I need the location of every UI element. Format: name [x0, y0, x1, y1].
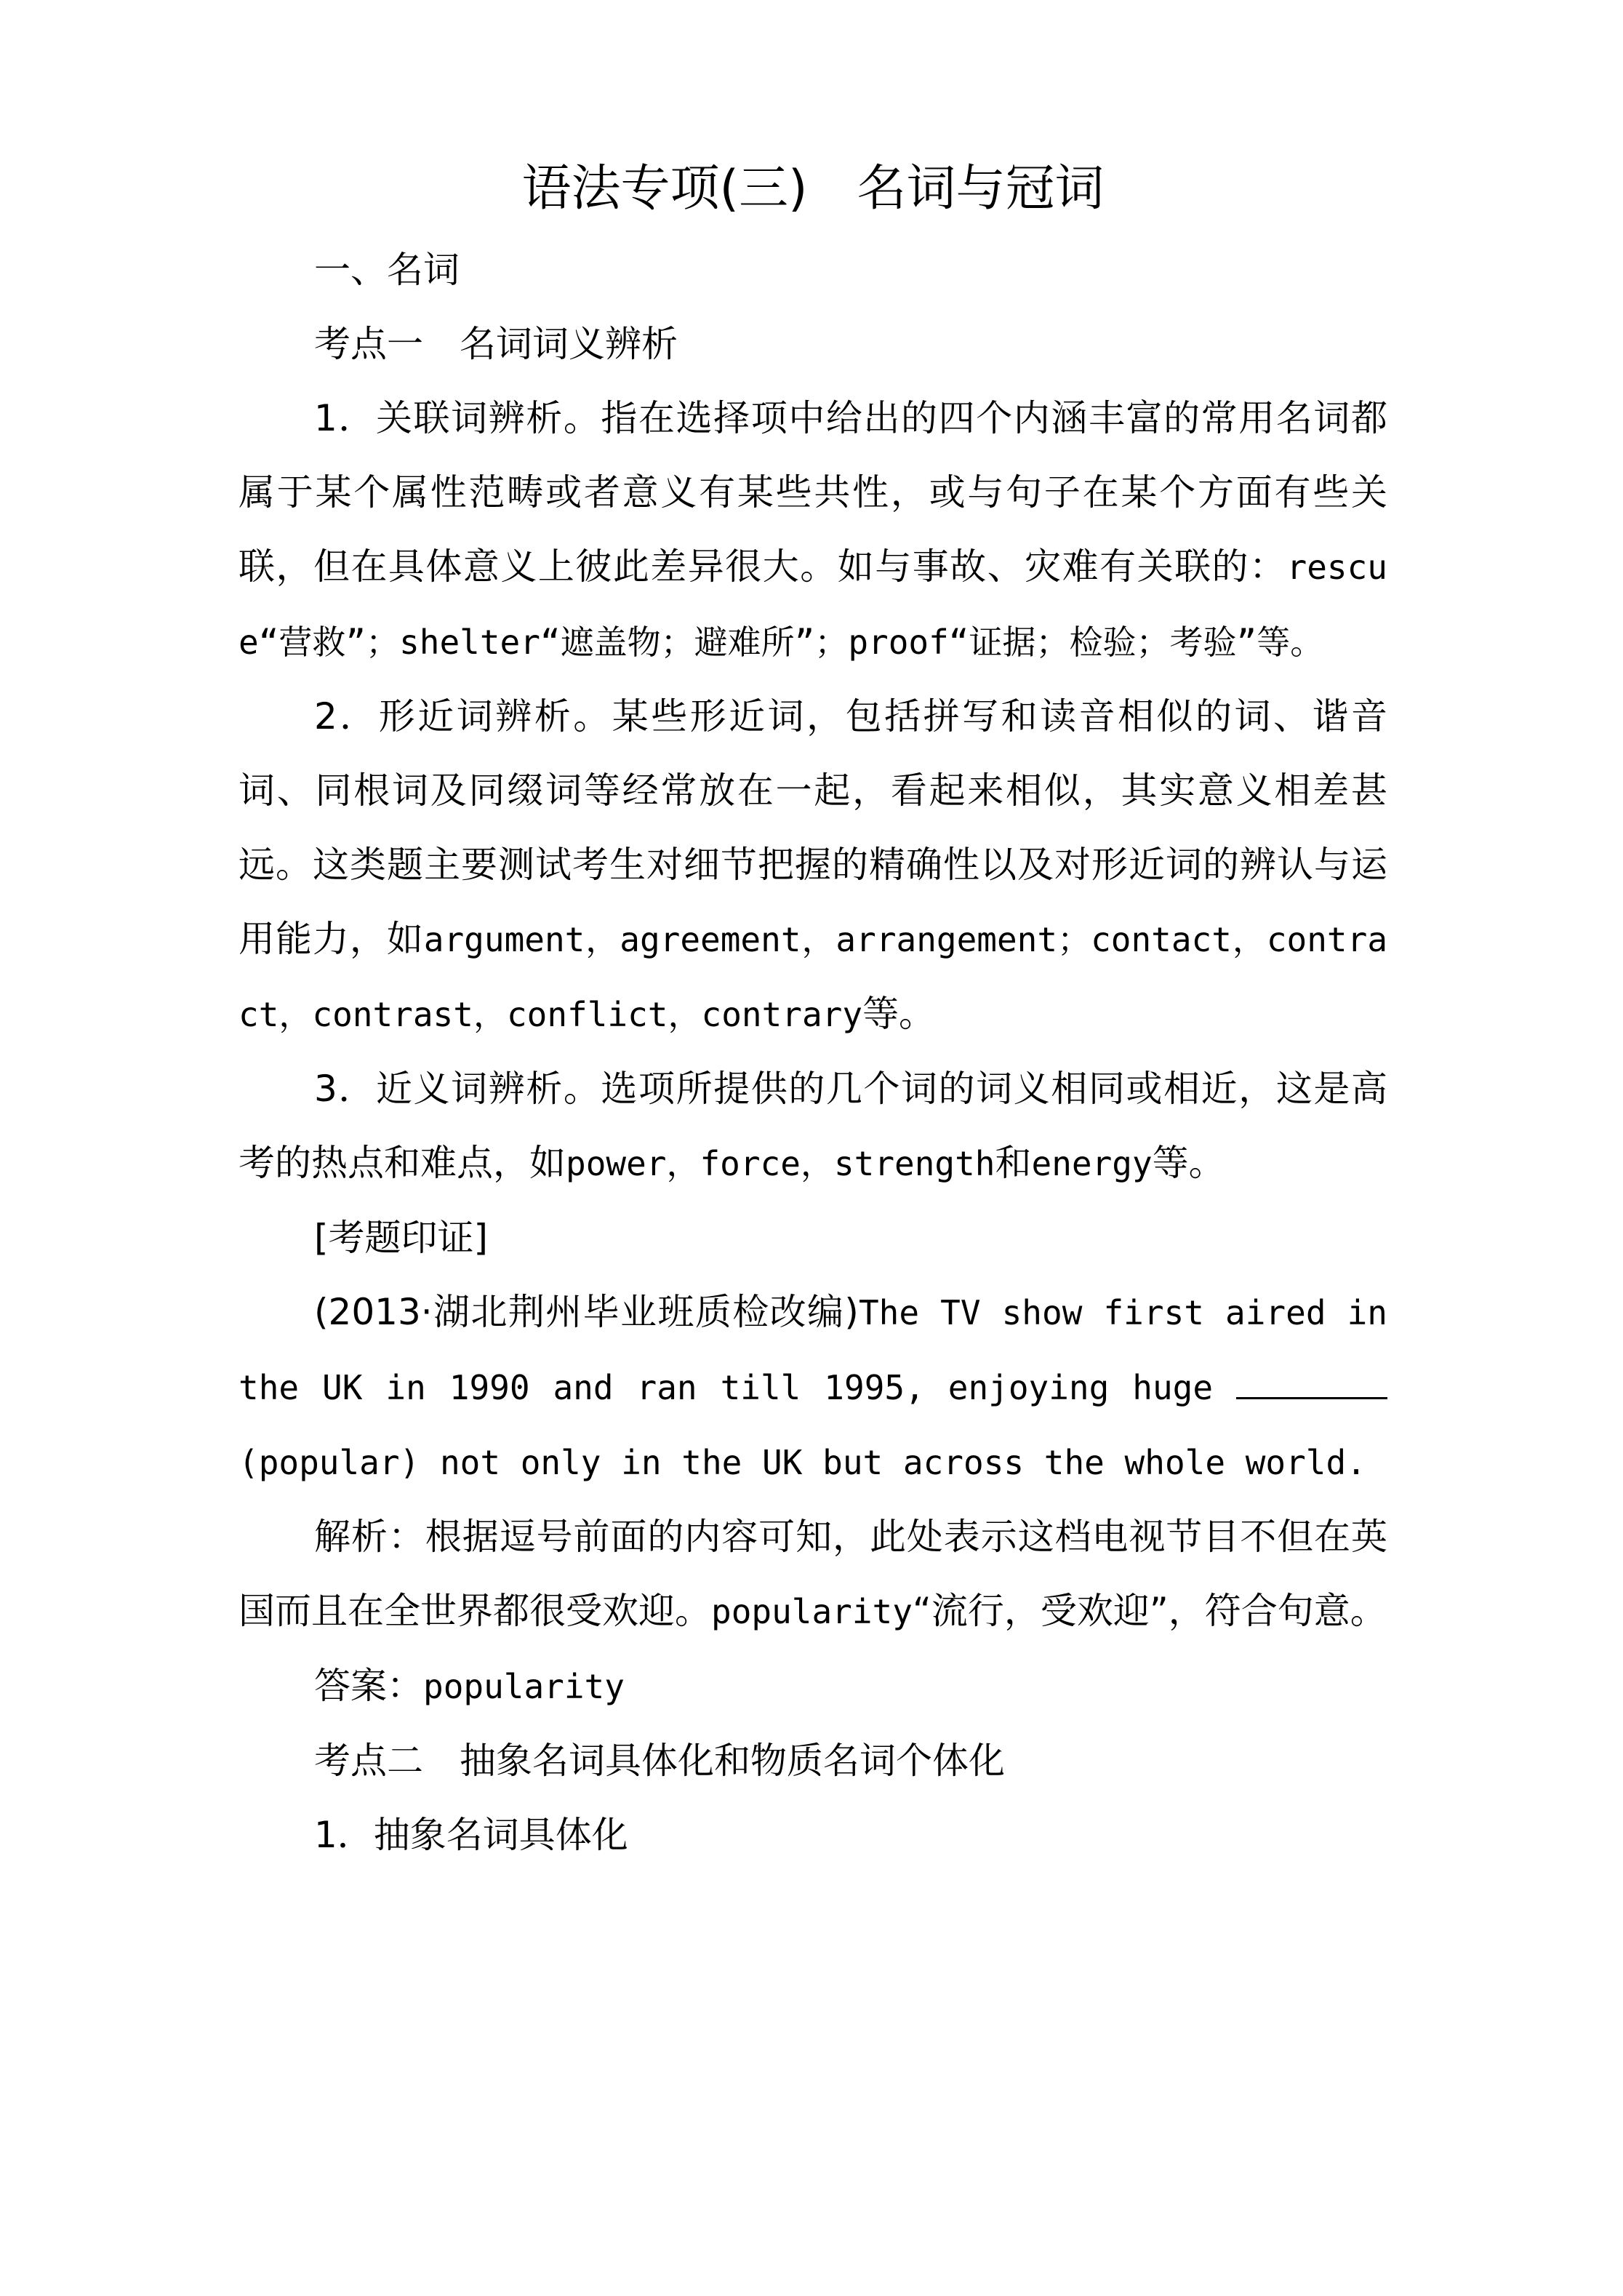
item-1-examples: rescue“营救”；shelter“遮盖物；避难所”；proof“证据；检验；考验”等。 — [239, 548, 1387, 662]
answer — [239, 1649, 1387, 1724]
point-1-heading: 考点一 名词词义辨析 — [314, 323, 678, 365]
analysis-label: 解析： — [314, 1516, 425, 1558]
analysis-text-b: “流行，受欢迎”，符合句意。 — [912, 1590, 1387, 1632]
analysis-text-a: 根据逗号前面的内容可知，此处表示这档电视节目不但在英国而且在全世界都很受欢迎。 — [239, 1516, 1388, 1632]
item-1-text: 1．关联词辨析。指在选择项中给出的四个内涵丰富的常用名词都属于某个属性范畴或者意义有某些共性，或与句子在某个方面有些关联，但在具体意义上彼此差异很大。如与事故、灾难有关联的： — [239, 397, 1387, 588]
point-2-heading: 考点二 抽象名词具体化和物质名词个体化 — [314, 1740, 1005, 1782]
section-heading-nouns: 一、名词 — [314, 249, 460, 291]
item-3-and: 和 — [995, 1142, 1032, 1184]
point-2-sub-1: 1．抽象名词具体化 — [314, 1814, 628, 1856]
item-2-end: 等。 — [862, 993, 936, 1035]
question-text-b: (popular) not only in the UK but across the whole world. — [239, 1443, 1366, 1482]
answer-label: 答案： — [314, 1665, 423, 1707]
point-1-item-2 — [239, 679, 1387, 1052]
point-1-item-3 — [239, 1052, 1387, 1201]
answer-blank[interactable] — [1236, 1368, 1387, 1399]
item-3-words: power，force，strength — [566, 1144, 995, 1183]
analysis — [239, 1500, 1387, 1649]
page-title: 语法专项(三) 名词与冠词 — [521, 160, 1105, 217]
exam-question — [239, 1275, 1387, 1500]
item-3-text: 3．近义词辨析。选项所提供的几个词的词义相同或相近，这是高考的热点和难点，如 — [239, 1068, 1387, 1184]
point-1-item-1 — [239, 381, 1387, 679]
item-3-end: 等。 — [1152, 1142, 1225, 1184]
exam-label: [考题印证] — [314, 1217, 489, 1259]
item-2-text: 2．形近词辨析。某些形近词，包括拼写和读音相似的词、谐音词、同根词及同缀词等经常放在一起，看起来相似，其实意义相差甚远。这类题主要测试考生对细节把握的精确性以及对形近词的辨认与运用能力，如 — [239, 695, 1387, 960]
item-2-words: argument，agreement，arrangement；contact，contract，contrast，conflict，contrary — [239, 920, 1388, 1034]
answer-value: popularity — [423, 1667, 625, 1706]
document-page — [239, 145, 1387, 1872]
analysis-word: popularity — [711, 1592, 913, 1631]
item-3-last-word: energy — [1031, 1144, 1153, 1183]
question-source: (2013·湖北荆州毕业班质检改编) — [314, 1291, 859, 1333]
question-text-a: The TV show first aired in the UK in 1990 and ran till 1995, enjoying huge — [239, 1293, 1388, 1407]
